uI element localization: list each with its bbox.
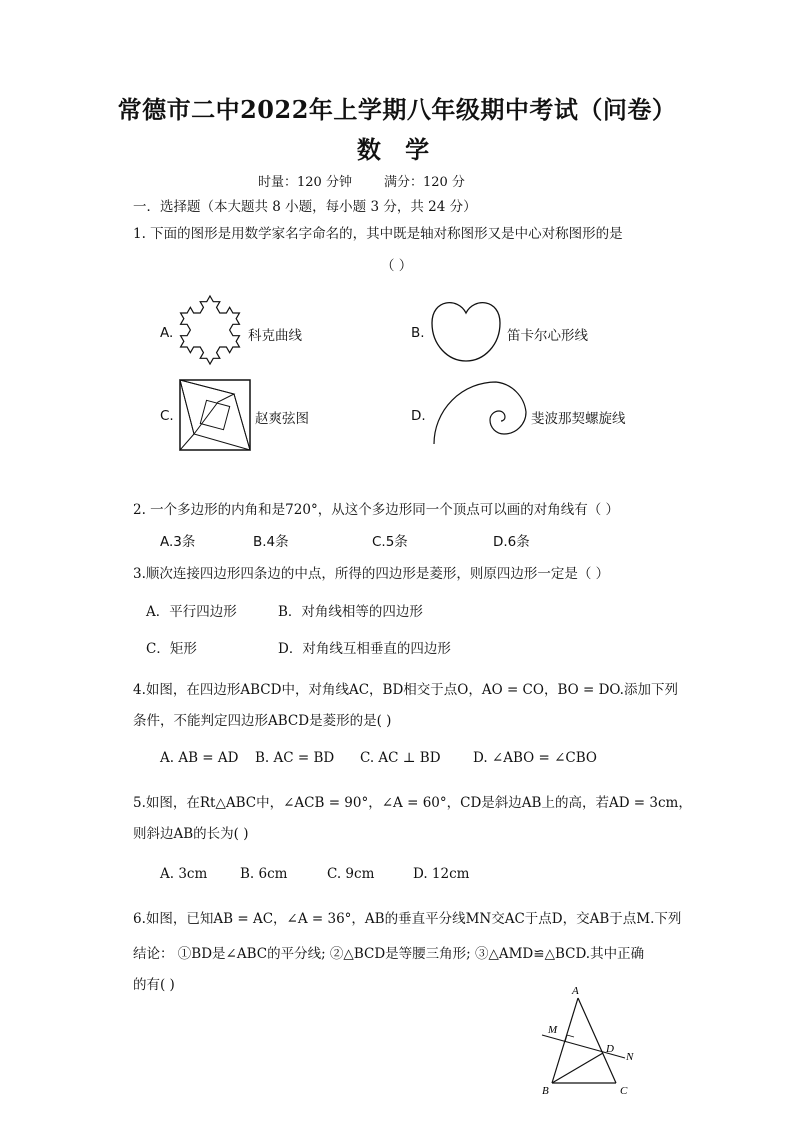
zhao-line-b (234, 380, 250, 450)
q1-option-a-name: 科克曲线 (248, 328, 302, 344)
fibonacci-spiral-figure (430, 378, 530, 448)
q3-option-d: D．对角线互相垂直的四边形 (278, 641, 451, 657)
q2-option-c: C.5条 (372, 534, 408, 550)
section-heading: 一．选择题（本大题共 8 小题，每小题 3 分，共 24 分） (133, 199, 477, 215)
q4-option-b: B. AC = BD (255, 750, 335, 766)
q6-line2: 结论： ①BD是∠ABC的平分线; ②△BCD是等腰三角形; ③△AMD≌△BCD.其中正确 (133, 946, 645, 962)
q1-option-c-name: 赵爽弦图 (255, 411, 309, 427)
q3-option-b: B．对角线相等的四边形 (278, 604, 423, 620)
q1-stem: 1. 下面的图形是用数学家名字命名的，其中既是轴对称图形又是中心对称图形的是 (133, 226, 623, 242)
spiral-curve (434, 382, 526, 444)
q2-option-d: D.6条 (493, 534, 530, 550)
subject-title: 数 学 (356, 135, 438, 164)
right-angle-mark (565, 1035, 574, 1042)
q5-option-b: B. 6cm (240, 866, 288, 882)
q5-line1: 5.如图，在Rt△ABC中，∠ACB = 90°，∠A = 60°，CD是斜边AB上的高，若AD = 3cm， (133, 795, 692, 811)
exam-score: 满分：120 分 (383, 175, 465, 190)
cardioid-figure (428, 295, 504, 365)
q6-line3: 的有( ) (133, 977, 175, 993)
koch-curve (181, 296, 240, 364)
q1-option-b-name: 笛卡尔心形线 (507, 328, 588, 344)
exam-time: 时量：120 分钟 (258, 175, 352, 190)
triangle-abc-figure (530, 980, 650, 1100)
q6-line1: 6.如图，已知AB = AC，∠A = 36°，AB的垂直平分线MN交AC于点D，交AB于点M.下列 (133, 911, 682, 927)
q1-option-c-letter: C. (160, 408, 174, 424)
label-a: A (572, 985, 579, 997)
q1-option-d-name: 斐波那契螺旋线 (531, 411, 626, 427)
q4-line2: 条件，不能判定四边形ABCD是菱形的是( ) (133, 713, 392, 729)
label-c: C (620, 1085, 628, 1097)
q3-stem: 3.顺次连接四边形四条边的中点，所得的四边形是菱形，则原四边形一定是（ ） (133, 566, 610, 582)
q4-option-c: C. AC ⊥ BD (360, 750, 441, 766)
q4-option-d: D. ∠ABO = ∠CBO (473, 750, 597, 766)
q1-option-b-letter: B. (411, 325, 425, 341)
label-n: N (626, 1051, 634, 1063)
q2-stem: 2. 一个多边形的内角和是720°，从这个多边形同一个顶点可以画的对角线有（ ） (133, 502, 619, 518)
exam-meta (258, 171, 497, 190)
q1-blank: （ ） (381, 258, 413, 274)
zhao-line-c (180, 434, 250, 450)
label-m: M (548, 1024, 558, 1036)
q3-option-a: A．平行四边形 (146, 604, 237, 620)
zhao-line-a (180, 380, 234, 434)
q4-line1: 4.如图，在四边形ABCD中，对角线AC，BD相交于点O，AO = CO，BO = DO.添加下列 (133, 682, 678, 698)
q5-line2: 则斜边AB的长为( ) (133, 826, 249, 842)
q2-option-b: B.4条 (253, 534, 289, 550)
q5-option-a: A. 3cm (160, 866, 208, 882)
label-b: B (542, 1085, 549, 1097)
q1-option-a-letter: A. (160, 325, 174, 341)
q2-option-a: A.3条 (160, 534, 196, 550)
q4-option-a: A. AB = AD (160, 750, 239, 766)
page-title: 常德市二中2022年上学期八年级期中考试（问卷） (117, 95, 677, 124)
q1-option-d-letter: D. (411, 408, 426, 424)
q5-option-d: D. 12cm (413, 866, 470, 882)
cardioid-curve (432, 303, 500, 361)
side-ac (578, 998, 616, 1083)
zhaoshuang-diagram-figure (178, 378, 252, 452)
q5-option-c: C. 9cm (327, 866, 375, 882)
inner-square (200, 400, 229, 429)
q3-option-c: C．矩形 (146, 641, 197, 657)
label-d: D (606, 1043, 614, 1055)
koch-snowflake-figure (170, 290, 250, 370)
